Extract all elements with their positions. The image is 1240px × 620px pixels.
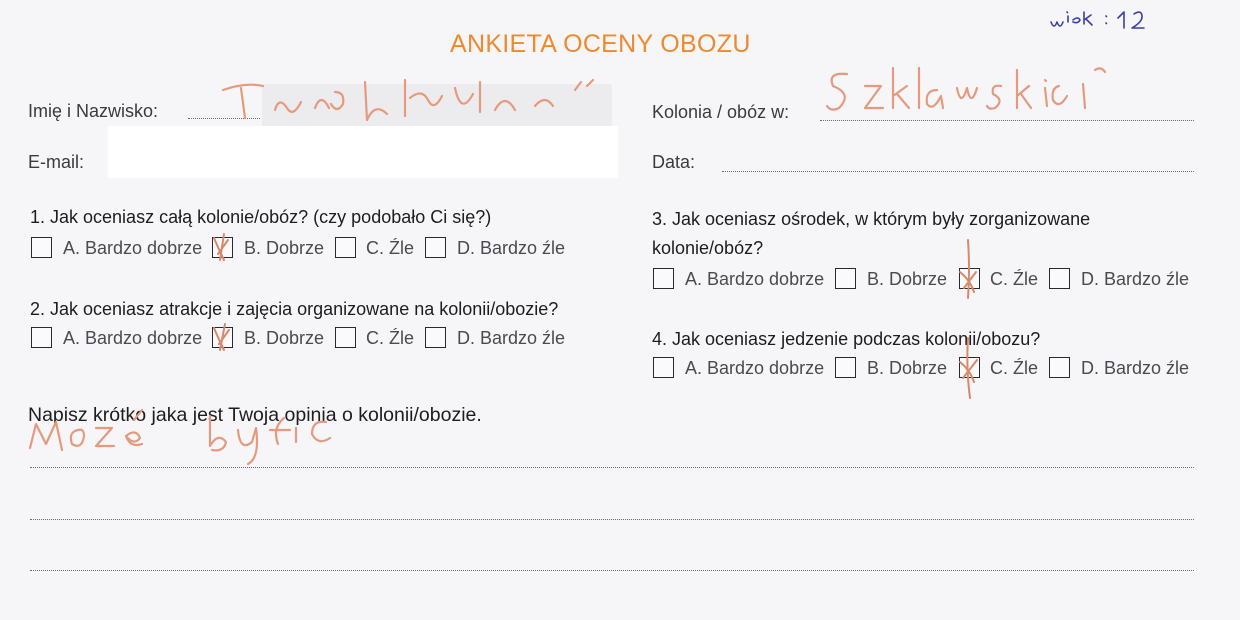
q2-option-b: B. Dobrze [244,328,325,348]
q4-option-c: C. Źle [990,358,1039,378]
q1-checkbox-a[interactable] [31,237,52,258]
q4-option-d: D. Bardzo źle [1081,358,1190,378]
q4-checkbox-d[interactable] [1049,357,1070,378]
question-4: 4. Jak oceniasz jedzenie podczas kolonii/obozu? [652,329,1041,349]
q3-checkbox-b[interactable] [835,268,856,289]
q2-checkmark [208,320,238,354]
q4-option-a: A. Bardzo dobrze [685,358,825,378]
camp-label: Kolonia / obóz w: [652,102,790,122]
email-label: E-mail: [28,152,85,172]
q3-option-a: A. Bardzo dobrze [685,269,825,289]
q2-checkbox-d[interactable] [425,327,446,348]
name-label: Imię i Nazwisko: [28,101,159,121]
question-3-line-1: 3. Jak oceniasz ośrodek, w którym były zorganizowane [652,209,1091,229]
q4-option-b: B. Dobrze [867,358,948,378]
q3-option-d: D. Bardzo źle [1081,269,1190,289]
q3-checkmark [952,238,986,302]
q4-checkmark [952,336,986,402]
q4-checkbox-b[interactable] [835,357,856,378]
name-handwriting [215,70,635,130]
q2-checkbox-a[interactable] [31,327,52,348]
date-label: Data: [652,152,696,172]
q1-option-c: C. Źle [366,238,415,258]
opinion-line-1 [30,467,1194,468]
q2-option-a: A. Bardzo dobrze [63,328,203,348]
q2-option-d: D. Bardzo źle [457,328,566,348]
email-redaction [108,126,618,178]
camp-dotted-line [820,120,1194,121]
q3-option-c: C. Źle [990,269,1039,289]
q1-checkmark [208,230,238,264]
q2-checkbox-c[interactable] [335,327,356,348]
date-dotted-line [722,171,1194,172]
age-note-handwriting [1048,8,1168,38]
question-2: 2. Jak oceniasz atrakcje i zajęcia organizowane na kolonii/obozie? [30,299,559,319]
q1-checkbox-d[interactable] [425,237,446,258]
q1-option-d: D. Bardzo źle [457,238,566,258]
q3-checkbox-a[interactable] [653,268,674,289]
q3-option-b: B. Dobrze [867,269,948,289]
question-1: 1. Jak oceniasz całą kolonie/obóz? (czy podobało Ci się?) [30,207,492,227]
q1-option-b: B. Dobrze [244,238,325,258]
q4-checkbox-a[interactable] [653,357,674,378]
q1-option-a: A. Bardzo dobrze [63,238,203,258]
opinion-line-2 [30,519,1194,520]
opinion-handwriting [26,386,346,472]
opinion-line-3 [30,570,1194,571]
question-3-line-2: kolonie/obóz? [652,238,764,258]
opinion-prompt: Napisz krótko jaka jest Twoja opinia o kolonii/obozie. [28,404,482,426]
q2-option-c: C. Źle [366,328,415,348]
camp-handwriting [825,64,1115,120]
q1-checkbox-c[interactable] [335,237,356,258]
form-title: ANKIETA OCENY OBOZU [450,30,751,58]
q3-checkbox-d[interactable] [1049,268,1070,289]
